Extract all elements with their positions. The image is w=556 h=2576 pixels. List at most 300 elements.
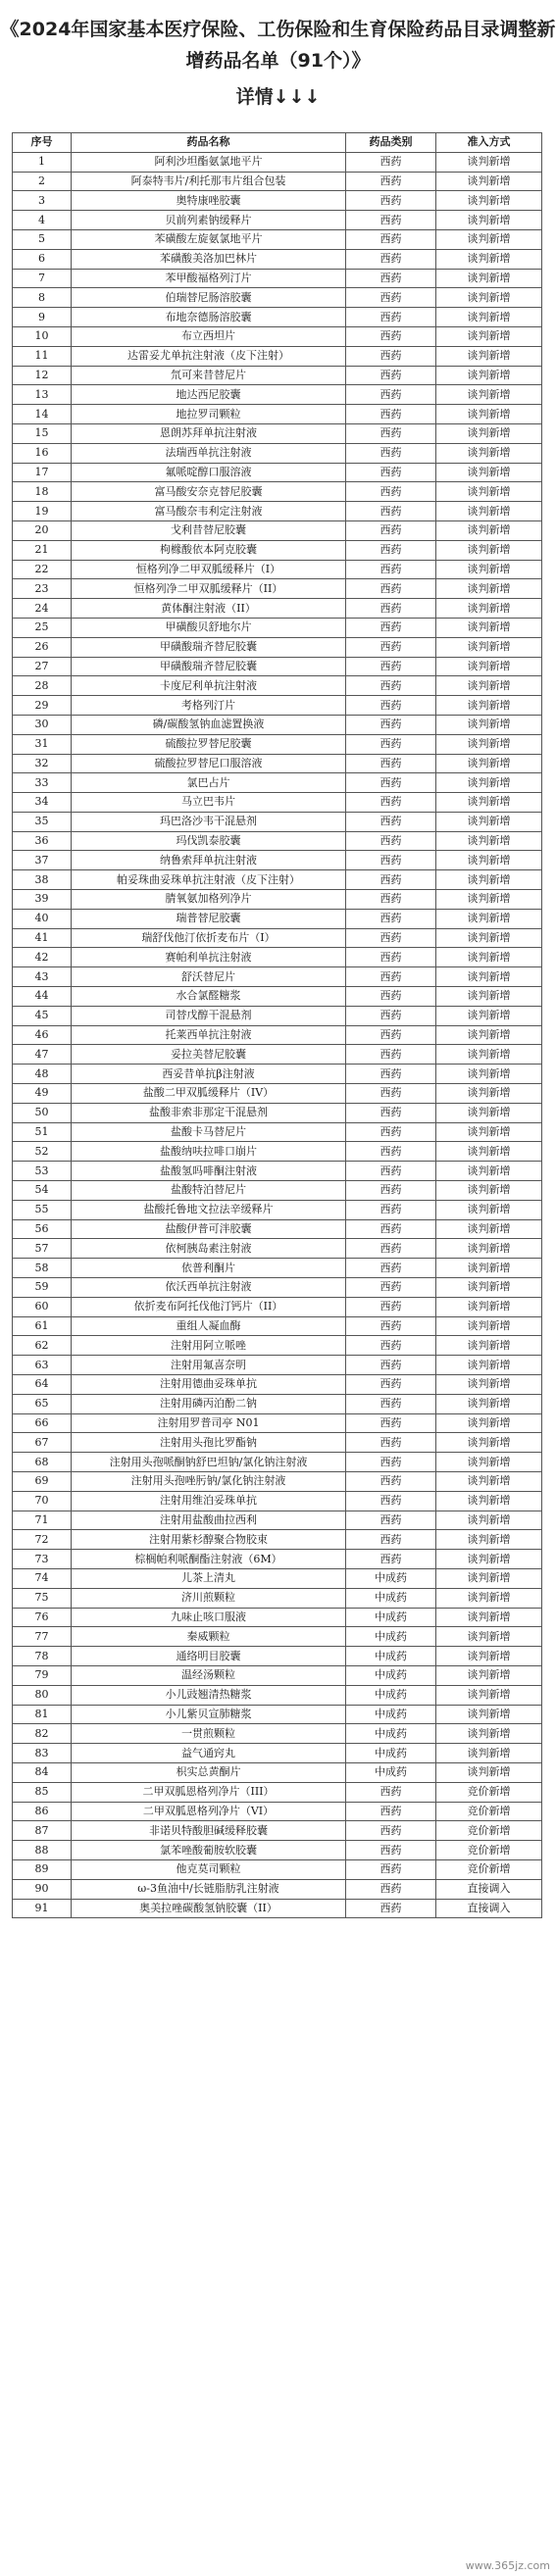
cell-admission-method: 谈判新增 — [436, 520, 542, 540]
cell-drug-name: 盐酸氢吗啡酮注射液 — [72, 1162, 346, 1181]
cell-admission-method: 谈判新增 — [436, 637, 542, 657]
cell-admission-method: 谈判新增 — [436, 831, 542, 851]
cell-category: 西药 — [346, 579, 436, 599]
cell-index: 33 — [13, 773, 72, 793]
cell-index: 20 — [13, 520, 72, 540]
table-row — [13, 1608, 542, 1627]
cell-drug-name: 硫酸拉罗替尼口服溶液 — [72, 754, 346, 773]
cell-admission-method: 谈判新增 — [436, 1006, 542, 1025]
cell-category: 西药 — [346, 1413, 436, 1433]
cell-drug-name: 注射用紫杉醇聚合物胶束 — [72, 1530, 346, 1550]
table-row — [13, 1025, 542, 1045]
cell-drug-name: 注射用罗普司亭 N01 — [72, 1413, 346, 1433]
table-row — [13, 540, 542, 560]
table-row — [13, 1297, 542, 1316]
table-row — [13, 734, 542, 754]
cell-index: 61 — [13, 1316, 72, 1336]
table-row — [13, 1899, 542, 1918]
table-row — [13, 520, 542, 540]
cell-category: 西药 — [346, 987, 436, 1007]
cell-admission-method: 谈判新增 — [436, 599, 542, 619]
cell-admission-method: 谈判新增 — [436, 1142, 542, 1162]
cell-index: 77 — [13, 1627, 72, 1647]
table-row — [13, 482, 542, 502]
cell-category: 西药 — [346, 1045, 436, 1065]
cell-index: 14 — [13, 405, 72, 424]
cell-drug-name: 他克莫司颗粒 — [72, 1859, 346, 1879]
cell-index: 90 — [13, 1879, 72, 1899]
cell-index: 11 — [13, 346, 72, 366]
cell-admission-method: 谈判新增 — [436, 1065, 542, 1084]
cell-index: 22 — [13, 560, 72, 579]
cell-category: 西药 — [346, 1879, 436, 1899]
cell-drug-name: 法瑞西单抗注射液 — [72, 443, 346, 463]
cell-category: 西药 — [346, 1511, 436, 1530]
cell-drug-name: 氯苯唑酸葡胺软胶囊 — [72, 1841, 346, 1860]
cell-admission-method: 谈判新增 — [436, 1453, 542, 1472]
cell-category: 西药 — [346, 1899, 436, 1918]
cell-index: 34 — [13, 793, 72, 813]
cell-category: 西药 — [346, 1239, 436, 1259]
table-row — [13, 1239, 542, 1259]
table-row — [13, 1103, 542, 1122]
table-row — [13, 1259, 542, 1278]
cell-drug-name: 盐酸特泊替尼片 — [72, 1181, 346, 1201]
cell-index: 68 — [13, 1453, 72, 1472]
cell-drug-name: 儿茶上清丸 — [72, 1568, 346, 1588]
cell-admission-method: 谈判新增 — [436, 967, 542, 987]
cell-category: 西药 — [346, 308, 436, 327]
cell-index: 59 — [13, 1278, 72, 1298]
table-row — [13, 423, 542, 443]
cell-index: 66 — [13, 1413, 72, 1433]
cell-index: 43 — [13, 967, 72, 987]
cell-admission-method: 谈判新增 — [436, 928, 542, 948]
cell-drug-name: 卡度尼利单抗注射液 — [72, 676, 346, 696]
cell-index: 2 — [13, 172, 72, 191]
table-row — [13, 1491, 542, 1511]
cell-admission-method: 谈判新增 — [436, 1356, 542, 1375]
cell-index: 67 — [13, 1433, 72, 1453]
cell-admission-method: 谈判新增 — [436, 734, 542, 754]
cell-category: 西药 — [346, 1316, 436, 1336]
cell-category: 西药 — [346, 1802, 436, 1821]
cell-index: 50 — [13, 1103, 72, 1122]
table-row — [13, 987, 542, 1007]
cell-index: 52 — [13, 1142, 72, 1162]
cell-category: 西药 — [346, 423, 436, 443]
cell-admission-method: 谈判新增 — [436, 1724, 542, 1744]
cell-drug-name: 温经汤颗粒 — [72, 1665, 346, 1685]
cell-index: 5 — [13, 229, 72, 249]
details-heading: 详情↓↓↓ — [235, 86, 321, 108]
cell-category: 中成药 — [346, 1685, 436, 1705]
cell-index: 41 — [13, 928, 72, 948]
cell-category: 西药 — [346, 831, 436, 851]
table-row — [13, 1162, 542, 1181]
cell-admission-method: 谈判新增 — [436, 191, 542, 211]
cell-index: 71 — [13, 1511, 72, 1530]
cell-category: 西药 — [346, 851, 436, 870]
cell-drug-name: 重组人凝血酶 — [72, 1316, 346, 1336]
cell-category: 西药 — [346, 1065, 436, 1084]
cell-admission-method: 谈判新增 — [436, 1685, 542, 1705]
cell-category: 中成药 — [346, 1762, 436, 1782]
cell-index: 88 — [13, 1841, 72, 1860]
cell-index: 39 — [13, 890, 72, 910]
cell-admission-method: 谈判新增 — [436, 211, 542, 230]
cell-index: 37 — [13, 851, 72, 870]
table-row — [13, 1685, 542, 1705]
cell-admission-method: 谈判新增 — [436, 152, 542, 172]
cell-admission-method: 谈判新增 — [436, 482, 542, 502]
cell-admission-method: 谈判新增 — [436, 870, 542, 890]
drug-list-table — [12, 132, 542, 1918]
cell-category: 西药 — [346, 366, 436, 385]
cell-index: 85 — [13, 1782, 72, 1802]
cell-drug-name: 注射用维泊妥珠单抗 — [72, 1491, 346, 1511]
table-row — [13, 1588, 542, 1608]
cell-admission-method: 谈判新增 — [436, 366, 542, 385]
cell-category: 中成药 — [346, 1724, 436, 1744]
cell-admission-method: 谈判新增 — [436, 657, 542, 676]
cell-index: 63 — [13, 1356, 72, 1375]
header-admission-method: 准入方式 — [436, 133, 542, 153]
cell-admission-method: 谈判新增 — [436, 1627, 542, 1647]
cell-drug-name: ω-3鱼油中/长链脂肪乳注射液 — [72, 1879, 346, 1899]
cell-admission-method: 谈判新增 — [436, 1219, 542, 1239]
cell-index: 31 — [13, 734, 72, 754]
cell-admission-method: 谈判新增 — [436, 1181, 542, 1201]
cell-drug-name: 司替戊醇干混悬剂 — [72, 1006, 346, 1025]
table-row — [13, 385, 542, 405]
cell-admission-method: 谈判新增 — [436, 540, 542, 560]
cell-drug-name: 恒格列净二甲双胍缓释片（I） — [72, 560, 346, 579]
cell-index: 58 — [13, 1259, 72, 1278]
cell-drug-name: 妥拉美替尼胶囊 — [72, 1045, 346, 1065]
cell-category: 西药 — [346, 191, 436, 211]
table-row — [13, 326, 542, 346]
cell-drug-name: 棕榈帕利哌酮酯注射液（6M） — [72, 1550, 346, 1569]
cell-admission-method: 谈判新增 — [436, 1297, 542, 1316]
cell-category: 西药 — [346, 1006, 436, 1025]
cell-drug-name: 枸橼酸依本阿克胶囊 — [72, 540, 346, 560]
cell-index: 15 — [13, 423, 72, 443]
cell-category: 西药 — [346, 269, 436, 288]
cell-category: 西药 — [346, 1200, 436, 1219]
cell-index: 9 — [13, 308, 72, 327]
table-row — [13, 229, 542, 249]
cell-category: 西药 — [346, 754, 436, 773]
cell-drug-name: 益气通窍丸 — [72, 1744, 346, 1763]
cell-admission-method: 谈判新增 — [436, 1162, 542, 1181]
cell-drug-name: 九味止咳口服液 — [72, 1608, 346, 1627]
cell-drug-name: 小儿紫贝宣肺糖浆 — [72, 1705, 346, 1724]
cell-category: 西药 — [346, 696, 436, 716]
cell-drug-name: 盐酸纳呋拉啡口崩片 — [72, 1142, 346, 1162]
table-row — [13, 1316, 542, 1336]
cell-drug-name: 甲磺酸瑞齐替尼胶囊 — [72, 657, 346, 676]
cell-admission-method: 谈判新增 — [436, 229, 542, 249]
table-row — [13, 579, 542, 599]
cell-drug-name: 注射用氟喜奈明 — [72, 1356, 346, 1375]
cell-index: 54 — [13, 1181, 72, 1201]
cell-drug-name: 磷/碳酸氢钠血滤置换液 — [72, 715, 346, 734]
cell-drug-name: 戈利昔替尼胶囊 — [72, 520, 346, 540]
cell-drug-name: 苯磺酸美洛加巴林片 — [72, 249, 346, 269]
cell-index: 80 — [13, 1685, 72, 1705]
table-header-row — [13, 133, 542, 153]
table-row — [13, 1802, 542, 1821]
table-row — [13, 831, 542, 851]
cell-drug-name: 盐酸伊普可泮胶囊 — [72, 1219, 346, 1239]
cell-drug-name: 腈氧氨加格列净片 — [72, 890, 346, 910]
title-line-1: 《2024年国家基本医疗保险、工伤保险和生育保险药品目录调整新 — [0, 19, 556, 40]
cell-admission-method: 直接调入 — [436, 1879, 542, 1899]
cell-index: 7 — [13, 269, 72, 288]
cell-admission-method: 竞价新增 — [436, 1859, 542, 1879]
title-line-2: 增药品名单（91个）》 — [185, 50, 371, 72]
cell-drug-name: 注射用德曲妥珠单抗 — [72, 1375, 346, 1395]
cell-admission-method: 谈判新增 — [436, 948, 542, 967]
cell-admission-method: 直接调入 — [436, 1899, 542, 1918]
cell-drug-name: 依折麦布阿托伐他汀钙片（II） — [72, 1297, 346, 1316]
cell-admission-method: 谈判新增 — [436, 502, 542, 521]
cell-drug-name: 氟哌啶醇口服溶液 — [72, 463, 346, 482]
cell-category: 西药 — [346, 909, 436, 928]
cell-category: 西药 — [346, 1530, 436, 1550]
table-row — [13, 1550, 542, 1569]
cell-drug-name: 舒沃替尼片 — [72, 967, 346, 987]
cell-category: 西药 — [346, 1219, 436, 1239]
table-row — [13, 1511, 542, 1530]
cell-drug-name: 二甲双胍恩格列净片（VI） — [72, 1802, 346, 1821]
cell-index: 75 — [13, 1588, 72, 1608]
cell-index: 27 — [13, 657, 72, 676]
table-row — [13, 715, 542, 734]
cell-category: 西药 — [346, 676, 436, 696]
table-row — [13, 1568, 542, 1588]
cell-index: 91 — [13, 1899, 72, 1918]
cell-index: 76 — [13, 1608, 72, 1627]
cell-category: 西药 — [346, 734, 436, 754]
table-row — [13, 637, 542, 657]
cell-drug-name: 瑞普替尼胶囊 — [72, 909, 346, 928]
cell-drug-name: 纳鲁索拜单抗注射液 — [72, 851, 346, 870]
cell-index: 17 — [13, 463, 72, 482]
cell-index: 8 — [13, 288, 72, 308]
table-row — [13, 1084, 542, 1104]
cell-index: 23 — [13, 579, 72, 599]
cell-index: 30 — [13, 715, 72, 734]
cell-drug-name: 硫酸拉罗替尼胶囊 — [72, 734, 346, 754]
cell-category: 西药 — [346, 1278, 436, 1298]
table-row — [13, 443, 542, 463]
cell-category: 西药 — [346, 637, 436, 657]
cell-admission-method: 谈判新增 — [436, 405, 542, 424]
table-row — [13, 1859, 542, 1879]
cell-admission-method: 谈判新增 — [436, 463, 542, 482]
cell-admission-method: 竞价新增 — [436, 1802, 542, 1821]
cell-index: 10 — [13, 326, 72, 346]
cell-category: 西药 — [346, 928, 436, 948]
table-row — [13, 1045, 542, 1065]
cell-index: 46 — [13, 1025, 72, 1045]
table-row — [13, 599, 542, 619]
cell-index: 62 — [13, 1336, 72, 1356]
cell-index: 69 — [13, 1471, 72, 1491]
cell-admission-method: 谈判新增 — [436, 1511, 542, 1530]
cell-admission-method: 谈判新增 — [436, 1025, 542, 1045]
cell-index: 47 — [13, 1045, 72, 1065]
table-row — [13, 696, 542, 716]
cell-drug-name: 托莱西单抗注射液 — [72, 1025, 346, 1045]
table-row — [13, 1065, 542, 1084]
cell-category: 西药 — [346, 540, 436, 560]
cell-drug-name: 枳实总黄酮片 — [72, 1762, 346, 1782]
cell-category: 中成药 — [346, 1608, 436, 1627]
cell-category: 西药 — [346, 1859, 436, 1879]
table-row — [13, 1413, 542, 1433]
cell-admission-method: 谈判新增 — [436, 1413, 542, 1433]
cell-category: 中成药 — [346, 1665, 436, 1685]
cell-index: 13 — [13, 385, 72, 405]
table-row — [13, 1375, 542, 1395]
cell-category: 西药 — [346, 1297, 436, 1316]
cell-drug-name: 伯瑞替尼肠溶胶囊 — [72, 288, 346, 308]
cell-drug-name: 二甲双胍恩格列净片（III） — [72, 1782, 346, 1802]
cell-drug-name: 非诺贝特酸胆碱缓释胶囊 — [72, 1821, 346, 1841]
cell-index: 56 — [13, 1219, 72, 1239]
cell-category: 西药 — [346, 870, 436, 890]
table-row — [13, 1142, 542, 1162]
cell-drug-name: 依柯胰岛素注射液 — [72, 1239, 346, 1259]
cell-admission-method: 谈判新增 — [436, 1122, 542, 1142]
cell-drug-name: 奥特康唑胶囊 — [72, 191, 346, 211]
cell-admission-method: 谈判新增 — [436, 1550, 542, 1569]
cell-drug-name: 盐酸托鲁地文拉法辛缓释片 — [72, 1200, 346, 1219]
cell-drug-name: 马立巴韦片 — [72, 793, 346, 813]
cell-index: 70 — [13, 1491, 72, 1511]
cell-drug-name: 秦威颗粒 — [72, 1627, 346, 1647]
cell-category: 西药 — [346, 502, 436, 521]
cell-admission-method: 谈判新增 — [436, 308, 542, 327]
cell-category: 西药 — [346, 618, 436, 637]
cell-admission-method: 谈判新增 — [436, 1744, 542, 1763]
table-row — [13, 405, 542, 424]
cell-drug-name: 一贯煎颗粒 — [72, 1724, 346, 1744]
cell-index: 40 — [13, 909, 72, 928]
cell-admission-method: 谈判新增 — [436, 851, 542, 870]
table-row — [13, 1200, 542, 1219]
cell-index: 74 — [13, 1568, 72, 1588]
cell-category: 西药 — [346, 1471, 436, 1491]
table-row — [13, 870, 542, 890]
table-row — [13, 1762, 542, 1782]
cell-drug-name: 注射用头孢哌酮钠舒巴坦钠/氯化钠注射液 — [72, 1453, 346, 1472]
cell-index: 4 — [13, 211, 72, 230]
table-row — [13, 1356, 542, 1375]
table-row — [13, 269, 542, 288]
cell-category: 西药 — [346, 385, 436, 405]
table-row — [13, 1336, 542, 1356]
cell-index: 57 — [13, 1239, 72, 1259]
cell-drug-name: 盐酸二甲双胍缓释片（IV） — [72, 1084, 346, 1104]
cell-drug-name: 氘可来昔替尼片 — [72, 366, 346, 385]
cell-category: 西药 — [346, 1841, 436, 1860]
table-row — [13, 463, 542, 482]
cell-drug-name: 注射用头孢唑肟钠/氯化钠注射液 — [72, 1471, 346, 1491]
cell-drug-name: 瑞舒伐他汀依折麦布片（I） — [72, 928, 346, 948]
cell-index: 35 — [13, 812, 72, 831]
cell-drug-name: 阿泰特韦片/利托那韦片组合包装 — [72, 172, 346, 191]
cell-index: 64 — [13, 1375, 72, 1395]
document-title — [0, 14, 556, 76]
cell-admission-method: 谈判新增 — [436, 423, 542, 443]
table-row — [13, 1705, 542, 1724]
cell-index: 48 — [13, 1065, 72, 1084]
cell-index: 29 — [13, 696, 72, 716]
table-row — [13, 1006, 542, 1025]
cell-admission-method: 谈判新增 — [436, 1259, 542, 1278]
cell-admission-method: 谈判新增 — [436, 443, 542, 463]
table-row — [13, 249, 542, 269]
cell-drug-name: 西妥昔单抗β注射液 — [72, 1065, 346, 1084]
cell-category: 西药 — [346, 1025, 436, 1045]
cell-index: 18 — [13, 482, 72, 502]
cell-drug-name: 黄体酮注射液（II） — [72, 599, 346, 619]
cell-admission-method: 竞价新增 — [436, 1841, 542, 1860]
cell-index: 25 — [13, 618, 72, 637]
table-row — [13, 1821, 542, 1841]
cell-index: 16 — [13, 443, 72, 463]
cell-category: 西药 — [346, 463, 436, 482]
cell-drug-name: 贝前列素钠缓释片 — [72, 211, 346, 230]
cell-admission-method: 谈判新增 — [436, 288, 542, 308]
table-row — [13, 172, 542, 191]
cell-drug-name: 达雷妥尤单抗注射液（皮下注射） — [72, 346, 346, 366]
cell-index: 32 — [13, 754, 72, 773]
cell-index: 12 — [13, 366, 72, 385]
cell-index: 42 — [13, 948, 72, 967]
cell-category: 西药 — [346, 1103, 436, 1122]
cell-drug-name: 盐酸非索非那定干混悬剂 — [72, 1103, 346, 1122]
table-row — [13, 211, 542, 230]
table-row — [13, 1471, 542, 1491]
cell-admission-method: 谈判新增 — [436, 172, 542, 191]
cell-category: 西药 — [346, 715, 436, 734]
cell-drug-name: 富马酸安奈克替尼胶囊 — [72, 482, 346, 502]
cell-category: 中成药 — [346, 1705, 436, 1724]
cell-category: 西药 — [346, 405, 436, 424]
cell-drug-name: 地拉罗司颗粒 — [72, 405, 346, 424]
cell-category: 西药 — [346, 967, 436, 987]
table-row — [13, 618, 542, 637]
table-row — [13, 967, 542, 987]
cell-index: 44 — [13, 987, 72, 1007]
cell-admission-method: 谈判新增 — [436, 1433, 542, 1453]
cell-admission-method: 谈判新增 — [436, 890, 542, 910]
cell-drug-name: 帕妥珠曲妥珠单抗注射液（皮下注射） — [72, 870, 346, 890]
cell-admission-method: 谈判新增 — [436, 1568, 542, 1588]
cell-drug-name: 玛巴洛沙韦干混悬剂 — [72, 812, 346, 831]
cell-index: 55 — [13, 1200, 72, 1219]
cell-index: 84 — [13, 1762, 72, 1782]
cell-drug-name: 注射用盐酸曲拉西利 — [72, 1511, 346, 1530]
cell-admission-method: 谈判新增 — [436, 909, 542, 928]
cell-drug-name: 苯磺酸左旋氨氯地平片 — [72, 229, 346, 249]
cell-category: 西药 — [346, 890, 436, 910]
